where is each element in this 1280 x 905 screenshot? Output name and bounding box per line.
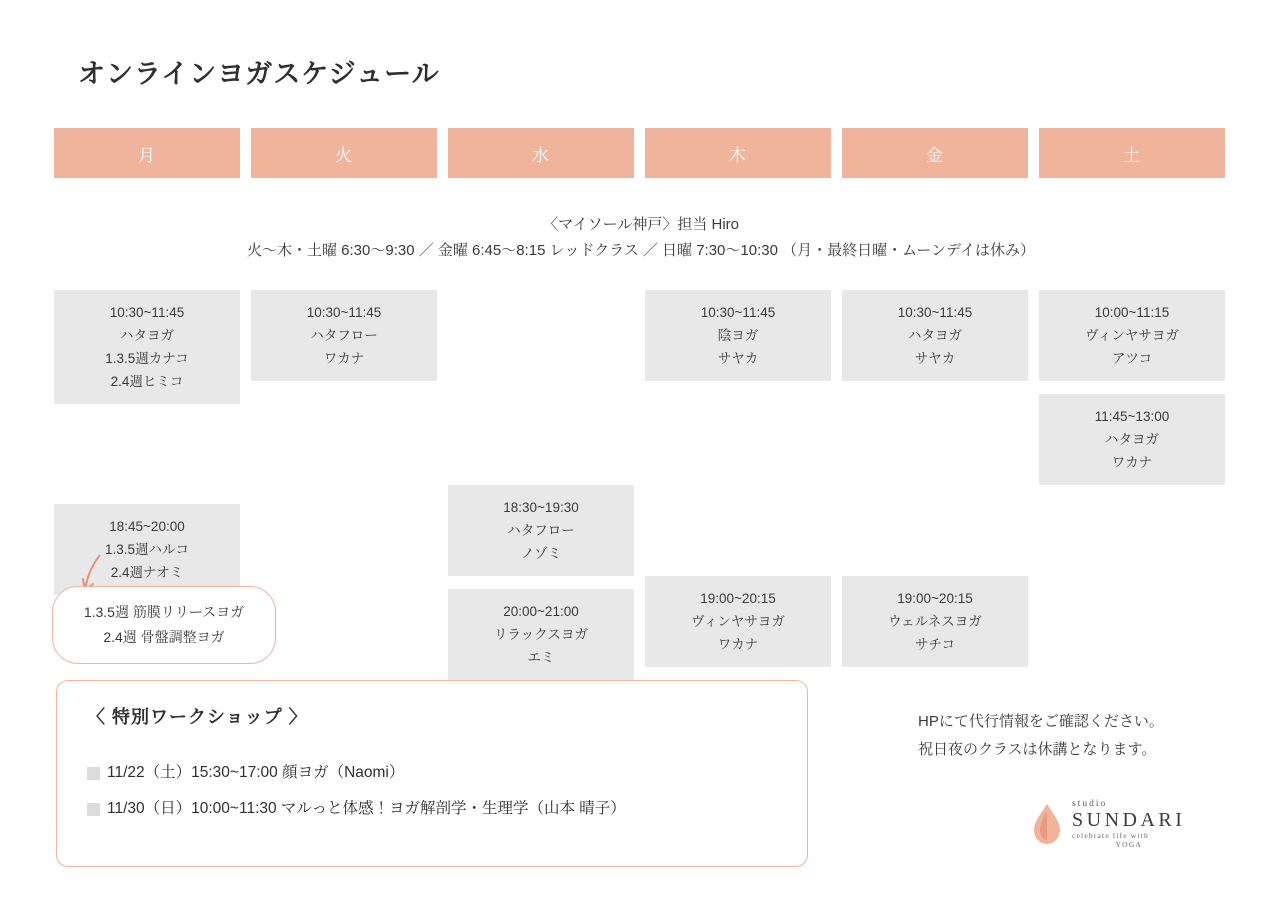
weekday-cell-2: 水 bbox=[448, 128, 634, 178]
class-slot-line: サヤカ bbox=[914, 351, 956, 366]
class-slot[interactable] bbox=[251, 290, 437, 381]
weekday-cell-1: 火 bbox=[251, 128, 437, 178]
class-slot-line: エミ bbox=[527, 650, 555, 665]
class-slot-line: 18:45~20:00 bbox=[109, 519, 185, 534]
class-slot-line: 18:30~19:30 bbox=[503, 500, 579, 515]
workshop-title: 〈 特別ワークショップ 〉 bbox=[87, 707, 308, 727]
class-slot[interactable] bbox=[448, 589, 634, 680]
schedule-column-木 bbox=[645, 290, 831, 667]
class-slot-line: 10:30~11:45 bbox=[109, 305, 185, 320]
class-slot[interactable] bbox=[842, 576, 1028, 667]
weekday-cell-4: 金 bbox=[842, 128, 1028, 178]
workshop-box bbox=[56, 680, 808, 867]
schedule-column-金 bbox=[842, 290, 1028, 667]
weekday-header-row bbox=[54, 128, 1228, 178]
class-slot[interactable] bbox=[645, 290, 831, 381]
class-slot-line: ヴィンヤサヨガ bbox=[1085, 328, 1179, 343]
schedule-column-土 bbox=[1039, 290, 1225, 485]
note-line-1: HPにて代行情報をご確認ください。 bbox=[918, 713, 1164, 730]
class-slot-line: サヤカ bbox=[717, 351, 759, 366]
class-slot-line: ハタヨガ bbox=[908, 328, 962, 343]
schedule-spacer bbox=[1039, 381, 1225, 394]
callout-line-1: 1.3.5週 筋膜リリースヨガ bbox=[83, 604, 245, 620]
mysore-line-2: 火〜木・土曜 6:30〜9:30 ／ 金曜 6:45〜8:15 レッドクラス ／ 日曜 7:30〜10:30 （月・最終日曜・ムーンデイは休み） bbox=[246, 242, 1036, 259]
schedule-spacer bbox=[54, 404, 240, 504]
mysore-note bbox=[54, 212, 1228, 264]
class-slot-line: 10:00~11:15 bbox=[1094, 305, 1170, 320]
class-slot-line: ノゾミ bbox=[520, 546, 562, 561]
workshop-item-label: 11/30（日）10:00~11:30 マルっと体感！ヨガ解剖学・生理学（山本 晴子） bbox=[107, 800, 626, 817]
monday-evening-callout bbox=[52, 586, 276, 664]
class-slot[interactable] bbox=[1039, 394, 1225, 485]
schedule-column-月 bbox=[54, 290, 240, 595]
schedule-spacer bbox=[645, 381, 831, 576]
class-slot-line: ウェルネスヨガ bbox=[888, 614, 982, 629]
class-slot-line: サチコ bbox=[915, 637, 955, 652]
class-slot-line: 1.3.5週カナコ bbox=[105, 351, 189, 366]
class-slot-line: 2.4週ナオミ bbox=[110, 565, 184, 580]
class-slot-line: ハタフロー bbox=[310, 328, 378, 343]
class-slot-line: アツコ bbox=[1111, 351, 1153, 366]
class-slot-line: ワカナ bbox=[1111, 455, 1153, 470]
class-slot-line: ハタヨガ bbox=[1105, 432, 1159, 447]
note-line-2: 祝日夜のクラスは休講となります。 bbox=[918, 741, 1157, 758]
schedule-spacer bbox=[842, 381, 1028, 576]
class-slot-line: ヴィンヤサヨガ bbox=[691, 614, 785, 629]
schedule-column-火 bbox=[251, 290, 437, 381]
class-slot[interactable] bbox=[842, 290, 1028, 381]
callout-line-2: 2.4週 骨盤調整ヨガ bbox=[103, 629, 225, 645]
class-slot-line: ワカナ bbox=[717, 637, 759, 652]
workshop-item bbox=[87, 791, 777, 827]
mysore-line-1: 〈マイソール神戸〉担当 Hiro bbox=[542, 216, 740, 233]
logo-studio-text: studio bbox=[1072, 799, 1108, 809]
class-slot-line: リラックスヨガ bbox=[493, 627, 589, 642]
class-slot-line: 陰ヨガ bbox=[717, 328, 759, 343]
weekday-cell-0: 月 bbox=[54, 128, 240, 178]
class-slot-line: 10:30~11:45 bbox=[700, 305, 776, 320]
class-slot-line: 20:00~21:00 bbox=[503, 604, 579, 619]
class-slot-line: 10:30~11:45 bbox=[897, 305, 973, 320]
class-slot-line: ハタフロー bbox=[507, 523, 575, 538]
schedule-column-水 bbox=[448, 290, 634, 680]
weekday-cell-3: 木 bbox=[645, 128, 831, 178]
class-slot-line: 19:00~20:15 bbox=[700, 591, 776, 606]
class-slot[interactable] bbox=[54, 290, 240, 404]
workshop-bullet-icon bbox=[87, 803, 100, 816]
class-slot-line: 1.3.5週ハルコ bbox=[104, 542, 190, 557]
class-slot[interactable] bbox=[645, 576, 831, 667]
class-slot-line: 2.4週ヒミコ bbox=[110, 374, 184, 389]
schedule-spacer bbox=[448, 290, 634, 485]
class-slot-line: 10:30~11:45 bbox=[306, 305, 382, 320]
page-title: オンラインヨガスケジュール bbox=[78, 59, 440, 89]
workshop-item-list bbox=[87, 755, 777, 827]
footer-notes bbox=[918, 708, 1218, 764]
class-slot-line: ハタヨガ bbox=[120, 328, 174, 343]
class-slot[interactable] bbox=[1039, 290, 1225, 381]
logo-tagline-text: celebrate life with bbox=[1072, 831, 1149, 840]
workshop-bullet-icon bbox=[87, 767, 100, 780]
workshop-item-label: 11/22（土）15:30~17:00 顔ヨガ（Naomi） bbox=[107, 764, 405, 781]
logo-name-text: SUNDARI bbox=[1072, 809, 1186, 831]
class-slot-line: 19:00~20:15 bbox=[897, 591, 973, 606]
logo-yoga-text: YOGA bbox=[1115, 840, 1142, 849]
class-slot-line: 11:45~13:00 bbox=[1094, 409, 1170, 424]
weekday-cell-5: 土 bbox=[1039, 128, 1225, 178]
logo-wordmark bbox=[1072, 799, 1185, 849]
class-slot-line: ワカナ bbox=[323, 351, 365, 366]
workshop-item bbox=[87, 755, 777, 791]
schedule-spacer bbox=[448, 576, 634, 589]
class-slot[interactable] bbox=[448, 485, 634, 576]
studio-logo bbox=[1028, 794, 1228, 854]
flame-drop-icon bbox=[1028, 801, 1066, 847]
